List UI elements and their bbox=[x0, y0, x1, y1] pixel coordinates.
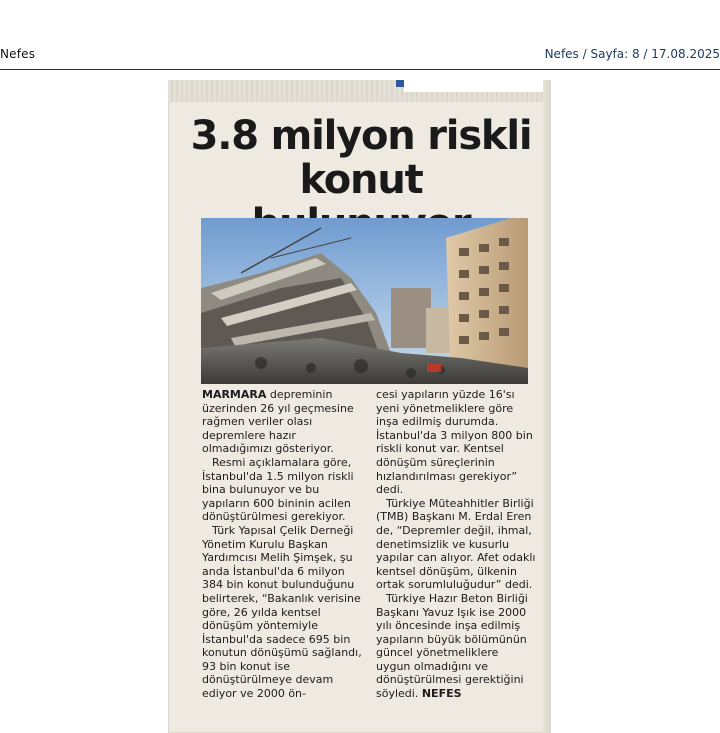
headline-line-1: 3.8 milyon riskli bbox=[190, 113, 532, 159]
article-column-left bbox=[202, 388, 366, 701]
paragraph-1 bbox=[202, 388, 366, 456]
paragraph-6 bbox=[376, 592, 536, 701]
publication-name: Nefes bbox=[0, 47, 36, 61]
lead-word: MARMARA bbox=[202, 388, 267, 401]
paragraph-3: Türk Yapısal Çelik Derneği Yönetim Kurulu Başkan Yardımcısı Melih Şimşek, şu anda İstanbul'da 6 milyon 384 bin konut bulunduğunu belirterek, “Bakanlık verisine göre, 26 yılda kentsel dönüşüm yöntemiyle İstanbul'da sadece 695 bin konutun dönüşümü sağlandı, 93 bin konut ise dönüştürülmeye devam ediyor ve 2000 ön- bbox=[202, 523, 362, 701]
page-header bbox=[0, 0, 720, 70]
paragraph-4: cesi yapıların yüzde 16'sı yeni yönetmeliklere göre inşa edilmiş durumda. İstanbul'da 3 milyon 800 bin riskli konut var. Kentsel dönüşüm süreçlerinin hızlandırılması gerekiyor” dedi. bbox=[376, 388, 533, 497]
paragraph-5: Türkiye Müteahhitler Birliği (TMB) Başkanı M. Erdal Eren de, “Depremler değil, ihmal, denetimsizlik ve kusurlu yapılar can alıyor. Afet odaklı kentsel dönüşüm, ülkenin ortak sorumluluğudur” dedi. bbox=[376, 496, 536, 592]
page-info: Nefes / Sayfa: 8 / 17.08.2025 bbox=[544, 47, 720, 61]
newspaper-clipping bbox=[168, 80, 551, 733]
article-column-right bbox=[376, 388, 536, 701]
clipping-cut-edge bbox=[404, 80, 551, 92]
headline-line-2: konut bbox=[299, 157, 423, 203]
paragraph-2: Resmi açıklamalara göre, İstanbul'da 1.5 milyon riskli bina bulunuyor ve bu yapıların 600 bininin acilen dönüştürülmesi gerekiyor. bbox=[202, 455, 354, 524]
article-signature: NEFES bbox=[421, 687, 462, 701]
paragraph-1-text: depreminin üzerinden 26 yıl geçmesine rağmen veriler olası depremlere hazır olmadığımızı gösteriyor. bbox=[202, 388, 354, 456]
paragraph-6-text: Türkiye Hazır Beton Birliği Başkanı Yavuz Işık ise 2000 yılı öncesinde inşa edilmiş yapıların büyük bölümünün güncel yönetmeliklere uygun olmadığını ve dönüştürülmesi gerektiğini söyledi. bbox=[376, 591, 528, 701]
clipping-color-mark bbox=[396, 80, 404, 87]
collapsed-buildings-photo bbox=[201, 218, 528, 384]
clipping-fold-edge bbox=[543, 80, 551, 733]
